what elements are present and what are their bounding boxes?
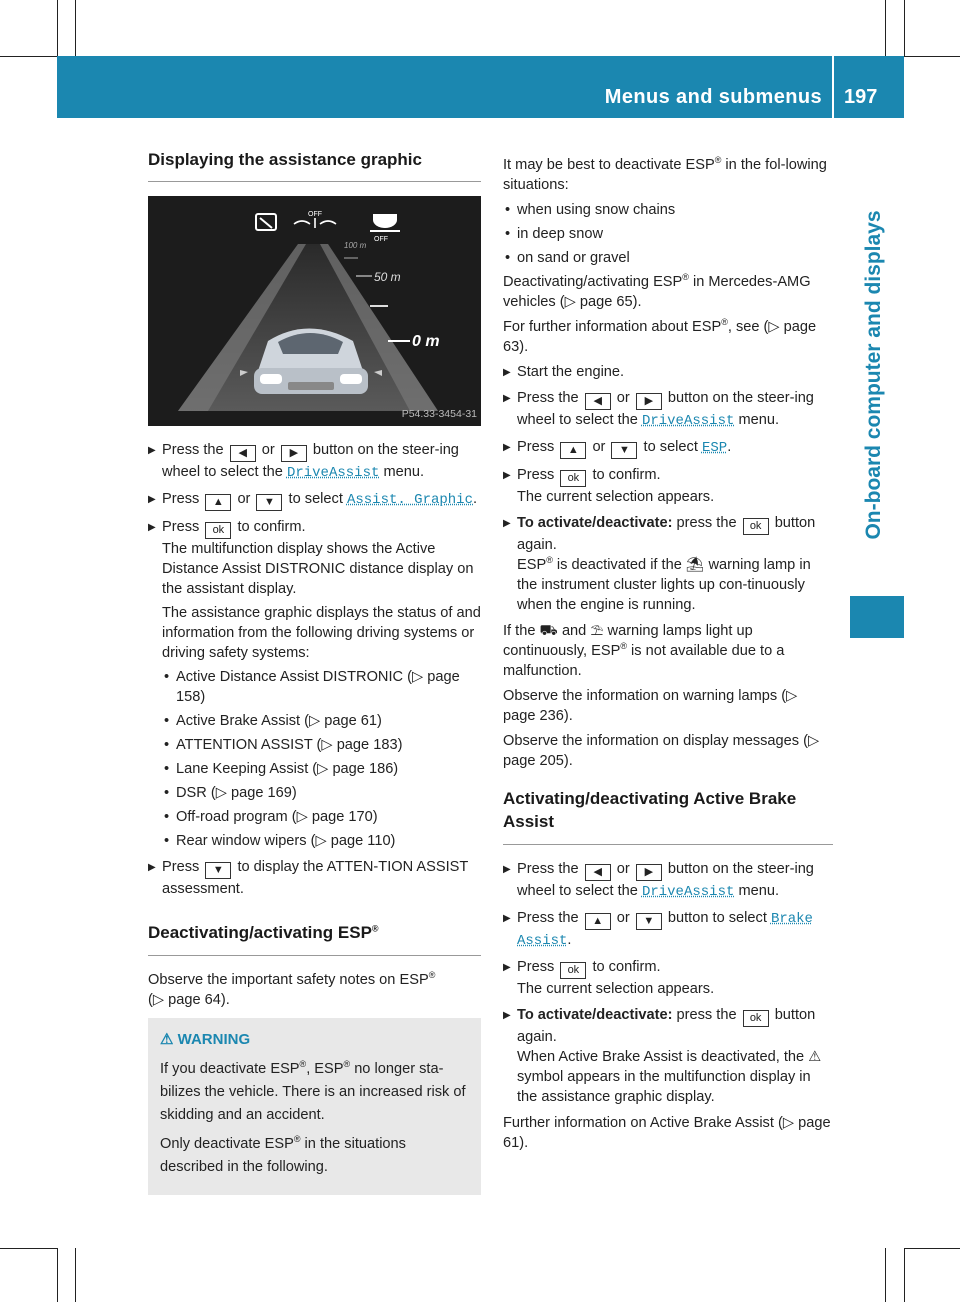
list-item: • Rear window wipers (▷ page 110)	[162, 831, 481, 851]
ok-button-icon: ok	[205, 522, 231, 539]
assistance-graphic-figure	[148, 196, 481, 426]
list-item: • when using snow chains	[503, 200, 833, 220]
step-confirm: ▶ Press ok to confirm. The current selection appears.	[503, 465, 833, 507]
warning-box	[148, 1018, 481, 1195]
list-item: • on sand or gravel	[503, 248, 833, 268]
crop-mark	[75, 1248, 76, 1302]
menu-driveassist: DriveAssist	[641, 884, 735, 900]
list-item: • Active Brake Assist (▷ page 61)	[162, 711, 481, 731]
list-item: • Lane Keeping Assist (▷ page 186)	[162, 759, 481, 779]
menu-esp: ESP	[701, 440, 728, 456]
left-column	[148, 150, 481, 1195]
amg-note: Deactivating/activating ESP® in Mercedes-AMG vehicles (▷ page 65).	[503, 272, 811, 310]
menu-brake-assist: Brake Assist	[517, 911, 813, 949]
step-start-engine: ▶ Start the engine.	[503, 362, 833, 382]
systems-intro: The assistance graphic displays the status of and information from the following driving systems or driving safety systems:	[162, 605, 481, 661]
crop-mark	[904, 1248, 960, 1249]
list-item: • Off-road program (▷ page 170)	[162, 807, 481, 827]
header-divider	[832, 56, 834, 118]
lane-keeping-off-label: OFF	[308, 211, 322, 218]
menu-driveassist: DriveAssist	[641, 413, 735, 429]
step-activate-deactivate: ▶ To activate/deactivate: press the ok button again. ESP® is deactivated if the ⛱ warning lamp in the instrument cluster lights up con-tinuously when the engine is running.	[503, 513, 833, 615]
warning-text: Only deactivate ESP® in the situations described in the following.	[160, 1134, 406, 1175]
warning-text: If you deactivate ESP®, ESP® no longer sta-bilizes the vehicle. There is an increased risk of skidding and an accident.	[160, 1059, 466, 1123]
attention-assist-off-label: OFF	[374, 236, 388, 243]
ok-button-icon: ok	[743, 1010, 769, 1027]
down-arrow-button-icon: ▼	[256, 494, 282, 511]
step-display-attention-assist: ▶ Press ▼ to display the ATTEN-TION ASSIST assessment.	[148, 857, 481, 899]
right-arrow-button-icon: ▶	[636, 864, 662, 881]
figure-caption: P54.33-3454-31	[401, 408, 477, 420]
chapter-marker	[850, 596, 904, 638]
up-arrow-button-icon: ▲	[205, 494, 231, 511]
ok-button-icon: ok	[560, 962, 586, 979]
heading-deactivating-esp: Deactivating/activating ESP®	[148, 921, 481, 956]
ok-button-icon: ok	[560, 470, 586, 487]
down-arrow-button-icon: ▼	[636, 913, 662, 930]
crop-mark	[904, 56, 960, 57]
assistance-graphic-illustration	[148, 196, 481, 426]
menu-driveassist: DriveAssist	[286, 465, 380, 481]
list-item: • ATTENTION ASSIST (▷ page 183)	[162, 735, 481, 755]
step-confirm: ▶ Press ok to confirm. The current selection appears.	[503, 957, 833, 999]
crop-mark	[57, 1248, 58, 1302]
crop-mark	[885, 0, 886, 56]
crop-mark	[904, 0, 905, 56]
list-item: • in deep snow	[503, 224, 833, 244]
right-arrow-button-icon: ▶	[636, 393, 662, 410]
step-select-esp: ▶ Press ▲ or ▼ to select ESP.	[503, 437, 833, 459]
right-column	[503, 155, 833, 1158]
step-select-assist-graphic: ▶ Press ▲ or ▼ to select Assist. Graphic.	[148, 489, 481, 511]
step-activate-deactivate-brake-assist: ▶ To activate/deactivate: press the ok button again. When Active Brake Assist is deactivated, the ⚠ symbol appears in the multifunction display in the assistance graphic display.	[503, 1005, 833, 1107]
down-arrow-button-icon: ▼	[611, 442, 637, 459]
distance-50m-label: 50 m	[374, 270, 401, 284]
up-arrow-button-icon: ▲	[585, 913, 611, 930]
left-arrow-button-icon: ◀	[230, 445, 256, 462]
left-arrow-button-icon: ◀	[585, 864, 611, 881]
heading-displaying-assistance-graphic: Displaying the assistance graphic	[148, 150, 481, 182]
list-item: • Active Distance Assist DISTRONIC (▷ page 158)	[162, 667, 481, 707]
esp-safety-note: Observe the important safety notes on ESP® (▷ page 64).	[148, 970, 436, 1008]
distance-0m-label: 0 m	[412, 333, 440, 350]
crop-mark	[0, 56, 57, 57]
step-select-driveassist: ▶ Press the ◀ or ▶ button on the steer-ing wheel to select the DriveAssist menu.	[503, 859, 833, 902]
chapter-tab-label: On-board computer and displays	[862, 210, 885, 540]
esp-intro: It may be best to deactivate ESP® in the fol-lowing situations:	[503, 155, 827, 193]
malfunction-note: If the ⛟ and ⛱ warning lamps light up continuously, ESP® is not available due to a malfunction.	[503, 623, 785, 679]
ok-button-icon: ok	[743, 518, 769, 535]
menu-assist-graphic: Assist. Graphic	[346, 492, 473, 508]
observe-warning-lamps: Observe the information on warning lamps (▷ page 236).	[503, 688, 798, 724]
esp-off-warning-lamp-icon: ⛱	[590, 623, 604, 639]
crop-mark	[75, 0, 76, 56]
section-title: Menus and submenus	[604, 86, 822, 108]
left-arrow-button-icon: ◀	[585, 393, 611, 410]
esp-warning-lamp-icon: ⛟	[539, 623, 558, 639]
list-item: • DSR (▷ page 169)	[162, 783, 481, 803]
observe-display-messages: Observe the information on display messages (▷ page 205).	[503, 733, 820, 769]
step-select-driveassist: ▶ Press the ◀ or ▶ button on the steer-ing wheel to select the DriveAssist menu.	[148, 440, 481, 483]
right-arrow-button-icon: ▶	[281, 445, 307, 462]
down-arrow-button-icon: ▼	[205, 862, 231, 879]
warning-title: ⚠ WARNING	[160, 1031, 251, 1048]
page-number: 197	[844, 86, 878, 108]
step-confirm: ▶ Press ok to confirm. The multifunction display shows the Active Distance Assist DISTRONIC distance display on the assistant display. The assistance graphic displays the status of and information from the following driving systems or driving safety systems: • Active Distance Assist DISTRONIC (▷ page 158) • Active Brake Assist (▷ page 61) • ATTENTION ASSIST (▷ page 183) • Lane Keeping Assist (▷ page 186) • DSR (▷ page 169) • Off-road program (▷ page 170) • Rear window wipers (▷ page 110)	[148, 517, 481, 851]
distance-100m-label: 100 m	[344, 241, 367, 250]
esp-off-warning-lamp-icon: ⛱	[685, 557, 705, 573]
step-select-driveassist: ▶ Press the ◀ or ▶ button on the steer-ing wheel to select the DriveAssist menu.	[503, 388, 833, 431]
crop-mark	[885, 1248, 886, 1302]
crop-mark	[57, 0, 58, 56]
crop-mark	[904, 1248, 905, 1302]
further-info-brake-assist: Further information on Active Brake Assist (▷ page 61).	[503, 1115, 831, 1151]
further-info-esp: For further information about ESP®, see (▷ page 63).	[503, 317, 817, 355]
up-arrow-button-icon: ▲	[560, 442, 586, 459]
crop-mark	[0, 1248, 57, 1249]
brake-assist-off-symbol-icon: ⚠	[808, 1049, 822, 1065]
heading-active-brake-assist: Activating/deactivating Active Brake Assist	[503, 787, 833, 845]
warning-triangle-icon: ⚠	[160, 1031, 174, 1048]
step-select-brake-assist: ▶ Press the ▲ or ▼ button to select Brake Assist.	[503, 908, 833, 951]
